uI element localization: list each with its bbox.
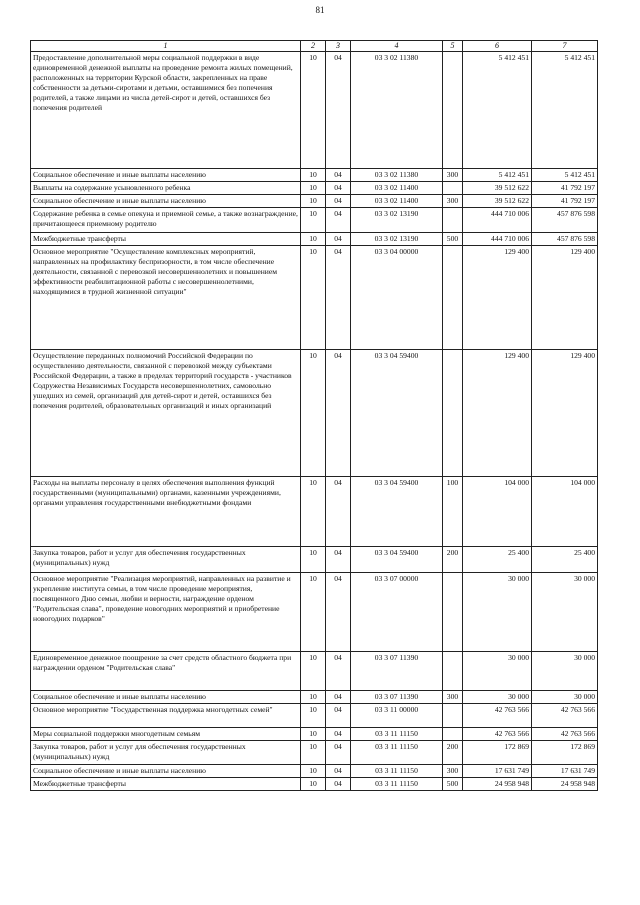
row-amount-year1: 5 412 451 (463, 169, 532, 182)
row-name: Единовременное денежное поощрение за счет средств областного бюджета при награждении орденом "Родительская слава" (31, 652, 301, 691)
row-section: 10 (301, 547, 326, 573)
row-amount-year2: 42 763 566 (532, 728, 598, 741)
row-expense-type (443, 52, 463, 169)
row-name: Закупка товаров, работ и услуг для обеспечения государственных (муниципальных) нужд (31, 741, 301, 765)
row-section: 10 (301, 246, 326, 350)
row-subsection: 04 (326, 547, 351, 573)
row-amount-year2: 17 631 749 (532, 765, 598, 778)
header-cell: 6 (463, 41, 532, 52)
page-number: 81 (315, 5, 325, 15)
row-amount-year1: 17 631 749 (463, 765, 532, 778)
row-subsection: 04 (326, 728, 351, 741)
row-amount-year2: 30 000 (532, 573, 598, 652)
row-section: 10 (301, 652, 326, 691)
row-name: Межбюджетные трансферты (31, 778, 301, 791)
header-cell: 7 (532, 41, 598, 52)
row-section: 10 (301, 704, 326, 728)
header-cell: 4 (351, 41, 443, 52)
row-amount-year1: 30 000 (463, 652, 532, 691)
row-section: 10 (301, 208, 326, 233)
row-section: 10 (301, 52, 326, 169)
row-amount-year2: 104 000 (532, 477, 598, 547)
row-subsection: 04 (326, 741, 351, 765)
table-row (31, 741, 598, 765)
row-expense-type (443, 182, 463, 195)
row-subsection: 04 (326, 573, 351, 652)
row-subsection: 04 (326, 195, 351, 208)
row-target-article: 03 3 11 11150 (351, 741, 443, 765)
row-name: Меры социальной поддержки многодетным семьям (31, 728, 301, 741)
row-target-article: 03 3 11 11150 (351, 765, 443, 778)
table-row (31, 691, 598, 704)
table-row (31, 477, 598, 547)
row-amount-year2: 457 876 598 (532, 233, 598, 246)
row-amount-year2: 129 400 (532, 246, 598, 350)
row-subsection: 04 (326, 477, 351, 547)
row-amount-year1: 129 400 (463, 350, 532, 477)
row-target-article: 03 3 04 59400 (351, 547, 443, 573)
row-amount-year2: 41 792 197 (532, 195, 598, 208)
row-name: Социальное обеспечение и иные выплаты населению (31, 195, 301, 208)
row-subsection: 04 (326, 704, 351, 728)
table-row (31, 169, 598, 182)
row-target-article: 03 3 02 11380 (351, 52, 443, 169)
row-name: Основное мероприятие "Реализация мероприятий, направленных на развитие и укрепление института семьи, в том числе проведение мероприятия, посвященного Дню семьи, любви и верности, награждение орденом "Родительская слава", проведение новогодних мероприятий и приобретение новогодних подарков" (31, 573, 301, 652)
row-expense-type: 300 (443, 169, 463, 182)
table-row (31, 547, 598, 573)
table-row (31, 652, 598, 691)
header-cell: 5 (443, 41, 463, 52)
row-name: Предоставление дополнительной меры социальной поддержки в виде единовременной денежной выплаты на проведение ремонта жилых помещений, расположенных на территории Курской области, закрепленных на праве собственности за детьми-сиротами и детьми, оставшимися без попечения родителей, а также лицами из числа детей-сирот и детей, оставшихся без попечения родителей (31, 52, 301, 169)
row-expense-type (443, 246, 463, 350)
row-amount-year1: 172 869 (463, 741, 532, 765)
row-amount-year2: 24 958 948 (532, 778, 598, 791)
row-subsection: 04 (326, 52, 351, 169)
row-subsection: 04 (326, 652, 351, 691)
row-subsection: 04 (326, 208, 351, 233)
row-name: Межбюджетные трансферты (31, 233, 301, 246)
header-cell: 3 (326, 41, 351, 52)
row-amount-year2: 457 876 598 (532, 208, 598, 233)
row-expense-type: 100 (443, 477, 463, 547)
row-target-article: 03 3 04 59400 (351, 477, 443, 547)
row-section: 10 (301, 233, 326, 246)
row-name: Закупка товаров, работ и услуг для обеспечения государственных (муниципальных) нужд (31, 547, 301, 573)
row-expense-type (443, 573, 463, 652)
row-section: 10 (301, 350, 326, 477)
table-row (31, 195, 598, 208)
header-cell: 2 (301, 41, 326, 52)
row-section: 10 (301, 778, 326, 791)
row-name: Содержание ребенка в семье опекуна и приемной семье, а также вознаграждение, причитающееся приемному родителю (31, 208, 301, 233)
row-target-article: 03 3 02 11380 (351, 169, 443, 182)
row-subsection: 04 (326, 765, 351, 778)
row-target-article: 03 3 07 00000 (351, 573, 443, 652)
row-amount-year1: 39 512 622 (463, 195, 532, 208)
row-expense-type (443, 728, 463, 741)
row-target-article: 03 3 11 00000 (351, 704, 443, 728)
row-name: Основное мероприятие "Государственная поддержка многодетных семей" (31, 704, 301, 728)
header-cell: 1 (31, 41, 301, 52)
row-amount-year2: 41 792 197 (532, 182, 598, 195)
table-row (31, 573, 598, 652)
row-amount-year1: 444 710 006 (463, 208, 532, 233)
row-section: 10 (301, 765, 326, 778)
row-amount-year1: 42 763 566 (463, 728, 532, 741)
header-row (31, 41, 598, 52)
row-amount-year2: 25 400 (532, 547, 598, 573)
table-row (31, 765, 598, 778)
row-subsection: 04 (326, 182, 351, 195)
row-name: Осуществление переданных полномочий Российской Федерации по осуществлению деятельности, связанной с перевозкой между субъектами Российской Федерации, а также в пределах территорий государств - участников Содружества Независимых Государств несовершеннолетних, самовольно ушедших из семей, организаций для детей-сирот и детей, оставшихся без попечения родителей, образовательных организаций и иных организаций (31, 350, 301, 477)
row-name: Социальное обеспечение и иные выплаты населению (31, 169, 301, 182)
row-amount-year2: 30 000 (532, 652, 598, 691)
row-expense-type (443, 704, 463, 728)
row-amount-year1: 444 710 006 (463, 233, 532, 246)
row-name: Социальное обеспечение и иные выплаты населению (31, 691, 301, 704)
row-section: 10 (301, 477, 326, 547)
row-target-article: 03 3 04 00000 (351, 246, 443, 350)
budget-table (30, 40, 598, 791)
row-subsection: 04 (326, 169, 351, 182)
row-expense-type: 200 (443, 547, 463, 573)
row-amount-year1: 30 000 (463, 691, 532, 704)
table-row (31, 778, 598, 791)
table-row (31, 208, 598, 233)
table-row (31, 728, 598, 741)
row-expense-type: 500 (443, 233, 463, 246)
row-amount-year1: 24 958 948 (463, 778, 532, 791)
row-target-article: 03 3 11 11150 (351, 778, 443, 791)
row-expense-type (443, 350, 463, 477)
row-expense-type (443, 208, 463, 233)
row-subsection: 04 (326, 246, 351, 350)
row-target-article: 03 3 02 13190 (351, 208, 443, 233)
row-expense-type: 300 (443, 691, 463, 704)
row-amount-year2: 42 763 566 (532, 704, 598, 728)
row-amount-year2: 5 412 451 (532, 169, 598, 182)
row-amount-year2: 129 400 (532, 350, 598, 477)
table-row (31, 350, 598, 477)
row-expense-type: 300 (443, 195, 463, 208)
row-name: Социальное обеспечение и иные выплаты населению (31, 765, 301, 778)
row-expense-type: 300 (443, 765, 463, 778)
row-amount-year1: 104 000 (463, 477, 532, 547)
table-row (31, 246, 598, 350)
row-section: 10 (301, 169, 326, 182)
row-section: 10 (301, 573, 326, 652)
row-amount-year1: 30 000 (463, 573, 532, 652)
row-expense-type: 200 (443, 741, 463, 765)
table-row (31, 233, 598, 246)
row-target-article: 03 3 02 11400 (351, 182, 443, 195)
row-section: 10 (301, 182, 326, 195)
row-target-article: 03 3 11 11150 (351, 728, 443, 741)
row-amount-year2: 172 869 (532, 741, 598, 765)
row-subsection: 04 (326, 350, 351, 477)
row-expense-type (443, 652, 463, 691)
row-target-article: 03 3 07 11390 (351, 691, 443, 704)
table-row (31, 182, 598, 195)
row-target-article: 03 3 04 59400 (351, 350, 443, 477)
row-section: 10 (301, 195, 326, 208)
row-amount-year1: 5 412 451 (463, 52, 532, 169)
row-amount-year1: 42 763 566 (463, 704, 532, 728)
row-amount-year1: 25 400 (463, 547, 532, 573)
row-subsection: 04 (326, 691, 351, 704)
row-subsection: 04 (326, 233, 351, 246)
table-row (31, 52, 598, 169)
table-row (31, 704, 598, 728)
row-section: 10 (301, 728, 326, 741)
row-subsection: 04 (326, 778, 351, 791)
row-amount-year1: 129 400 (463, 246, 532, 350)
row-expense-type: 500 (443, 778, 463, 791)
row-target-article: 03 3 02 13190 (351, 233, 443, 246)
row-target-article: 03 3 02 11400 (351, 195, 443, 208)
row-amount-year1: 39 512 622 (463, 182, 532, 195)
row-section: 10 (301, 741, 326, 765)
row-name: Расходы на выплаты персоналу в целях обеспечения выполнения функций государственными (муниципальными) органами, казенными учреждениями, органами управления государственными внебюджетными фондами (31, 477, 301, 547)
row-name: Выплаты на содержание усыновленного ребенка (31, 182, 301, 195)
row-section: 10 (301, 691, 326, 704)
row-amount-year2: 5 412 451 (532, 52, 598, 169)
row-name: Основное мероприятие "Осуществление комплексных мероприятий, направленных на профилактику беспризорности, в том числе обеспечение деятельности, связанной с перевозкой несовершеннолетних и повышением эффективности реабилитационной работы с несовершеннолетними, находящимися в трудной жизненной ситуации" (31, 246, 301, 350)
row-amount-year2: 30 000 (532, 691, 598, 704)
row-target-article: 03 3 07 11390 (351, 652, 443, 691)
